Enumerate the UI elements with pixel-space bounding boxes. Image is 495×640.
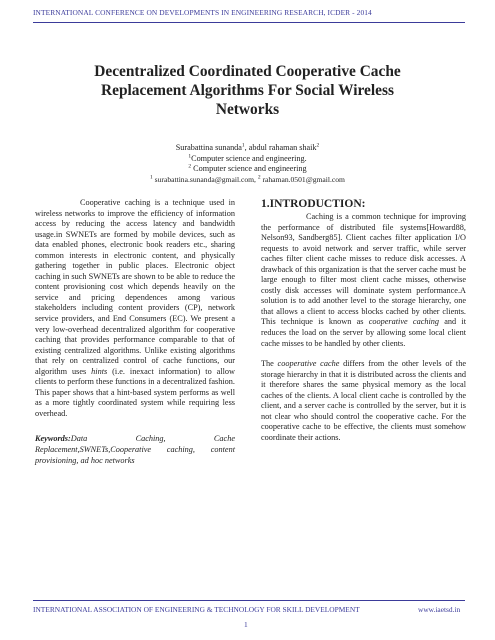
author-emails [40,175,455,186]
intro-p1-emphasis: cooperative caching [368,317,440,327]
introduction-paragraph-2 [261,359,466,443]
intro-p1-text-b: and it reduces the load on the server by allowing some local client cache misses to be handled by other clients. [261,317,466,348]
introduction-heading: 1.INTRODUCTION: [261,198,366,210]
title-line-1: Decentralized Coordinated Cooperative Cache [94,63,401,80]
introduction-paragraph-1 [261,212,466,349]
affiliation-2-sup: 2 [188,163,192,170]
affiliation-2 [40,164,455,175]
intro-p2-text-b: differs from the other levels of the storage hierarchy in that it is distributed across the clients and it therefore shares the same physical memory as the local caches of the clients. A local client cache is controlled by the client, and a server cache is controlled by the server, but it is not clear who should control the cooperative cache. For the cooperative cache to be effective, the clients must somehow coordinate their actions. [261,359,466,442]
paper-title [40,62,455,119]
email-1-sup: 1 [150,174,153,181]
keywords [35,434,235,466]
author-2: , abdul rahaman shaik [244,143,317,152]
intro-p2-emphasis: cooperative cache [277,359,340,369]
abstract-text-b: (i.e. inexact information) to allow clients to perform these functions in a decentralized fashion. This paper shows that a hint-based system performs as well as a more tightly coordinated system while requiring less overhead. [35,366,235,418]
author-names [40,143,455,154]
keywords-list: Data Caching, Cache Replacement,SWNETs,Cooperative caching, content provisioning, ad hoc networks [35,434,235,465]
email-2-sup: 2 [257,174,261,181]
author-1-sup: 1 [241,142,245,149]
abstract-column [35,198,235,466]
introduction-column [261,198,466,443]
header-rule [33,22,465,23]
keywords-label: Keywords: [35,434,71,444]
intro-p2-text-a: The [261,359,278,369]
affiliation-1-sup: 1 [188,152,192,159]
affiliation-2-text: Computer science and engineering [191,164,307,174]
title-line-3: Networks [215,101,280,118]
footer-rule [33,600,465,601]
author-block [40,143,455,185]
title-line-2: Replacement Algorithms For Social Wireless [101,82,394,99]
footer-website: www.iaetsd.in [418,605,461,614]
affiliation-1 [40,154,455,165]
conference-header: INTERNATIONAL CONFERENCE ON DEVELOPMENTS IN ENGINEERING RESEARCH, ICDER - 2014 [33,8,372,17]
intro-p1-text-a: Caching is a common technique for improving the performance of distributed file systems[Howard88, Nelson93, Sandberg85]. Client caches filter application I/O requests to avoid network and server traffic, while server caches filter client cache misses to reduce disk accesses. A drawback of this organization is that the server cache must be large enough to filter most client cache misses, otherwise costly disk accesses will dominate system performance.A solution is to add another level to the storage hierarchy, one that allows a client to access blocks cached by other clients. This technique is known as [261,212,466,327]
email-1: surabattina.sunanda@gmail.com, [152,174,258,184]
abstract-paragraph [35,198,235,419]
affiliation-1-text: Computer science and engineering. [191,153,307,163]
abstract-hints-term: hints [91,366,108,376]
author-1: Surabattina sunanda [175,143,242,152]
abstract-text-a: Cooperative caching is a technique used in wireless networks to improve the efficiency of information access by reducing the access latency and bandwidth usage.in SWNETs are formed by mobile devices, such as data enabled phones, electronic book readers etc., sharing common interests in electronic content, and physically gathering together in public places. Electronic object caching in such SWNETs are shown to be able to reduce the content provisioning cost which depends heavily on the service and pricing dependences among various stakeholders including content providers (CP), network service providers, and End Consumers (EC). We present a very low-overhead decentralized algorithm for cooperative caching that provides performance comparable to that of existing centralized algorithms. Unlike existing algorithms that rely on centralized control of cache functions, our algorithm uses [35,198,235,376]
page-number: 1 [244,620,248,629]
author-2-sup: 2 [316,142,320,149]
email-2: rahaman.0501@gmail.com [260,174,345,184]
footer-association: INTERNATIONAL ASSOCIATION OF ENGINEERING & TECHNOLOGY FOR SKILL DEVELOPMENT [33,605,360,614]
